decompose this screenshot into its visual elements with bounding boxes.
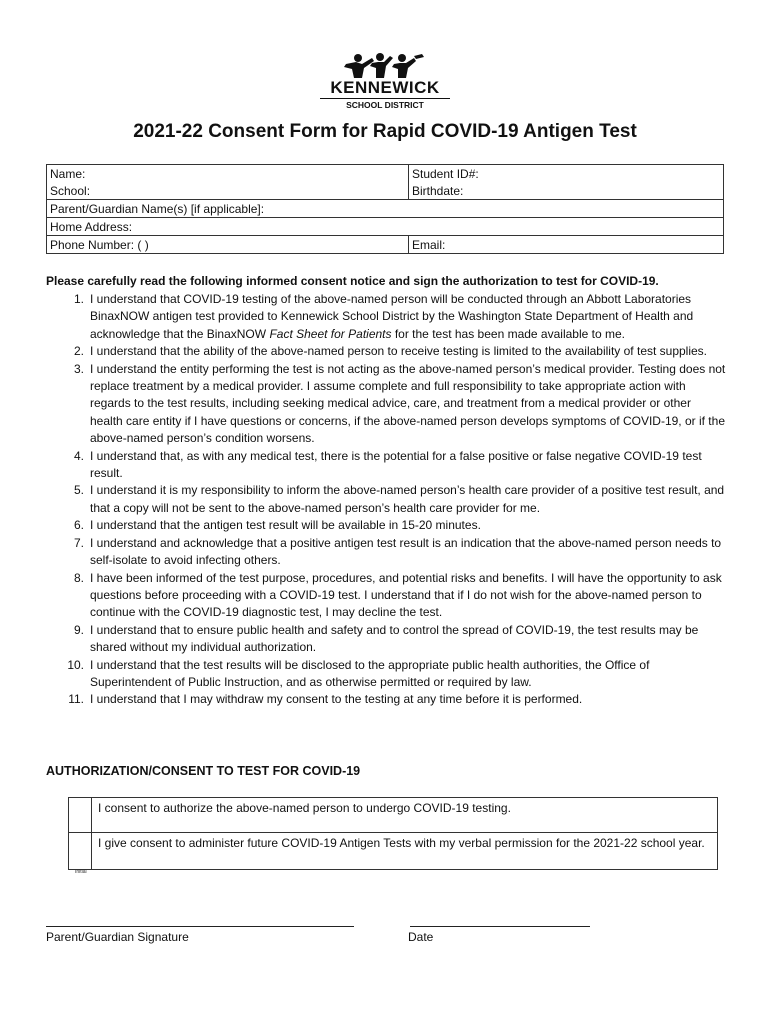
list-item-number: 5. bbox=[73, 483, 84, 498]
guardian-name-field[interactable]: Parent/Guardian Name(s) [if applicable]: bbox=[47, 200, 724, 218]
list-item-text: I understand that, as with any medical test, there is the potential for a false positive or false negative COVID-19 test result. bbox=[90, 448, 702, 481]
list-item bbox=[46, 535, 726, 570]
date-label: Date bbox=[408, 930, 434, 944]
consent-intro: Please carefully read the following informed consent notice and sign the authorization to test for COVID-19. bbox=[46, 274, 659, 288]
list-item-text: I understand that to ensure public health and safety and to control the spread of COVID-19, the test results may be shared without my individual authorization. bbox=[90, 622, 699, 655]
name-field[interactable]: Name: bbox=[47, 165, 409, 183]
page-title: 2021-22 Consent Form for Rapid COVID-19 Antigen Test bbox=[133, 121, 637, 142]
list-item-number: 8. bbox=[73, 570, 84, 585]
list-item-text: for the test has been made available to me. bbox=[391, 326, 625, 341]
list-item bbox=[46, 517, 726, 534]
list-item-number: 11. bbox=[68, 692, 84, 707]
list-item-number: 4. bbox=[73, 448, 84, 463]
school-field[interactable]: School: bbox=[47, 182, 409, 200]
school-logo bbox=[318, 52, 452, 110]
list-item bbox=[46, 622, 726, 657]
children-silhouette-icon bbox=[318, 52, 452, 80]
list-item-number: 10. bbox=[67, 657, 84, 672]
list-item-text: I understand it is my responsibility to inform the above-named person’s health care provider of a positive test result, and that a copy will not be sent to the above-named person’s health care provider for me. bbox=[90, 483, 725, 515]
list-item-italic-text: Fact Sheet for Patients bbox=[269, 326, 392, 341]
student-id-field[interactable]: Student ID#: bbox=[409, 165, 724, 183]
email-field[interactable]: Email: bbox=[409, 236, 724, 254]
birthdate-field[interactable]: Birthdate: bbox=[409, 182, 724, 200]
list-item-text: I understand that I may withdraw my consent to the testing at any time before it is performed. bbox=[90, 692, 583, 707]
consent-options-table bbox=[68, 797, 718, 870]
date-line[interactable] bbox=[410, 926, 590, 927]
signature-line[interactable] bbox=[46, 926, 354, 927]
student-info-table bbox=[46, 164, 724, 254]
list-item-text: I understand the entity performing the test is not acting as the above-named person’s medical provider. Testing does not replace treatment by a medical provider. I assume complete and full responsibility to take appropriate action with regards to the test results, including seeking medical advice, care, and treatment from a medical provider or other health care entity if I have questions or concerns, if the above-named person develops symptoms of COVID-19, or if the above-named person’s condition worsens. bbox=[90, 361, 726, 446]
list-item-text: I understand that the test results will be disclosed to the appropriate public health authorities, the Office of Superintendent of Public Instruction, and as otherwise permitted or required by law. bbox=[90, 657, 650, 689]
logo-divider bbox=[320, 98, 450, 99]
logo-name: KENNEWICK bbox=[330, 78, 440, 97]
logo-subtitle: SCHOOL DISTRICT bbox=[346, 100, 424, 110]
list-item-number: 6. bbox=[73, 518, 84, 533]
list-item bbox=[46, 343, 726, 360]
list-item bbox=[46, 361, 726, 448]
list-item-text: I have been informed of the test purpose, procedures, and potential risks and benefits. I will have the opportunity to ask questions before proceeding with a COVID-19 test. I understand that if I do not wish for the above-named person to continue with the COVID-19 diagnostic test, I may decline the test. bbox=[90, 570, 722, 620]
list-item bbox=[46, 657, 726, 692]
list-item-number: 2. bbox=[73, 344, 84, 359]
list-item bbox=[46, 291, 726, 343]
home-address-field[interactable]: Home Address: bbox=[47, 218, 724, 236]
consent-option-1: I consent to authorize the above-named person to undergo COVID-19 testing. bbox=[92, 798, 718, 833]
consent-list bbox=[46, 291, 726, 709]
list-item-text: I understand that the antigen test result will be available in 15-20 minutes. bbox=[90, 518, 481, 533]
list-item bbox=[46, 448, 726, 483]
initial-box-1[interactable] bbox=[69, 798, 92, 833]
list-item-text: I understand that COVID-19 testing of the above-named person will be conducted through an Abbott Laboratories BinaxNOW antigen test provided to Kennewick School District by the Washington State Department of Health and acknowledge that the BinaxNOW bbox=[90, 292, 694, 341]
authorization-heading: AUTHORIZATION/CONSENT TO TEST FOR COVID-19 bbox=[46, 764, 361, 778]
consent-option-2: I give consent to administer future COVID-19 Antigen Tests with my verbal permission for the 2021-22 school year. bbox=[92, 833, 718, 870]
list-item bbox=[46, 570, 726, 622]
signature-label: Parent/Guardian Signature bbox=[46, 930, 189, 944]
list-item bbox=[46, 691, 726, 708]
list-item-number: 7. bbox=[73, 535, 84, 550]
list-item-number: 1. bbox=[73, 292, 84, 306]
list-item-text: I understand and acknowledge that a positive antigen test result is an indication that the above-named person needs to self-isolate to avoid infecting others. bbox=[90, 535, 722, 568]
phone-field[interactable]: Phone Number: ( ) bbox=[47, 236, 409, 254]
list-item-number: 3. bbox=[73, 361, 84, 376]
list-item-number: 9. bbox=[73, 622, 84, 637]
list-item-text: I understand that the ability of the above-named person to receive testing is limited to the availability of test supplies. bbox=[90, 344, 708, 359]
list-item bbox=[46, 482, 726, 517]
initial-label: Initial bbox=[75, 869, 87, 875]
initial-box-2[interactable] bbox=[69, 833, 92, 870]
